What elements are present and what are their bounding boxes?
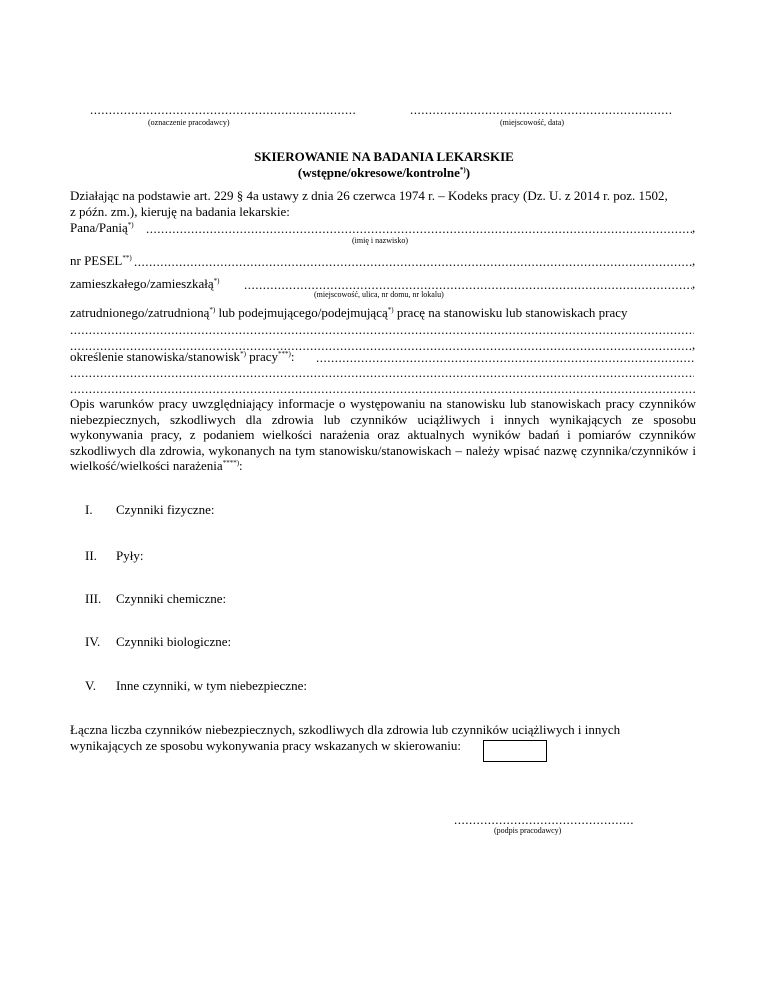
- residence-caption: (miejscowość, ulica, nr domu, nr lokalu): [314, 290, 444, 299]
- name-field[interactable]: [146, 222, 692, 235]
- footnote-mark: *): [387, 306, 394, 314]
- footnote-mark: *): [209, 306, 216, 314]
- factor-number: IV.: [85, 634, 101, 649]
- factor-number: V.: [85, 678, 96, 693]
- footnote-mark: *): [127, 221, 134, 229]
- factor-number: II.: [85, 548, 97, 563]
- residence-label: zamieszkałego/zamieszkałą*): [70, 276, 220, 291]
- conditions-description: Opis warunków pracy uwzględniający informacje o występowaniu na stanowisku lub stanowiskach pracy czynników niebezpiecznych, szkodliwych dla zdrowia lub czynników uciążliwych i innych wynikających ze sposobu wykonywania pracy, z podaniem wielkości narażenia oraz aktualnych wyników badań i pomiarów czynników szkodliwych dla zdrowia, wykonanych na tym stanowisku/stanowiskach – należy wpisać nazwę czynnika/czynników i wielkość/wielkości narażenia****):: [70, 396, 696, 473]
- document-title: SKIEROWANIE NA BADANIA LEKARSKIE: [254, 149, 514, 164]
- position-field-2[interactable]: [70, 366, 694, 379]
- footnote-mark: ***): [278, 350, 291, 358]
- place-date-caption: (miejscowość, data): [500, 118, 564, 127]
- footnote-mark: *): [459, 166, 466, 174]
- document-subtitle: (wstępne/okresowe/kontrolne*)): [297, 165, 471, 180]
- factor-biological: Czynniki biologiczne:: [116, 634, 232, 649]
- total-count-box[interactable]: [483, 740, 547, 762]
- name-caption: (imię i nazwisko): [352, 236, 408, 245]
- employer-line[interactable]: [90, 103, 356, 116]
- factor-chemical: Czynniki chemiczne:: [116, 591, 227, 606]
- factor-number: I.: [85, 502, 93, 517]
- footnote-mark: ****): [222, 459, 240, 467]
- salutation: Pana/Panią*): [70, 220, 134, 235]
- total-line-1: Łączna liczba czynników niebezpiecznych, szkodliwych dla zdrowia lub czynników uciążliwych i innych: [70, 722, 621, 737]
- employer-caption: (oznaczenie pracodawcy): [148, 118, 230, 127]
- intro-line-2: z późn. zm.), kieruję na badania lekarskie:: [70, 204, 290, 219]
- position-field-1[interactable]: [316, 351, 694, 364]
- factor-number: III.: [85, 591, 102, 606]
- position-label: określenie stanowiska/stanowisk*) pracy***):: [70, 349, 295, 364]
- factor-other: Inne czynniki, w tym niebezpieczne:: [116, 678, 307, 693]
- factor-dust: Pyły:: [116, 548, 144, 563]
- pesel-field[interactable]: [134, 255, 692, 268]
- footnote-mark: **): [122, 254, 132, 262]
- signature-caption: (podpis pracodawcy): [494, 826, 562, 835]
- place-date-line[interactable]: [410, 103, 672, 116]
- factor-physical: Czynniki fizyczne:: [116, 502, 215, 517]
- footnote-mark: *): [240, 350, 246, 358]
- signature-line[interactable]: [454, 813, 634, 826]
- footnote-mark: *): [213, 277, 220, 285]
- intro-line-1: Działając na podstawie art. 229 § 4a ustawy z dnia 26 czerwca 1974 r. – Kodeks pracy (Dz. U. z 2014 r. poz. 1502,: [70, 188, 668, 203]
- pesel-label: nr PESEL**): [70, 253, 132, 268]
- position-field-3[interactable]: [70, 382, 696, 395]
- employment-label: zatrudnionego/zatrudnioną*) lub podejmującego/podejmującą*) pracę na stanowisku lub stanowiskach pracy: [70, 305, 628, 320]
- residence-field[interactable]: [244, 278, 692, 291]
- total-line-2: wynikających ze sposobu wykonywania pracy wskazanych w skierowaniu:: [70, 738, 461, 753]
- workplace-field-1[interactable]: [70, 323, 694, 336]
